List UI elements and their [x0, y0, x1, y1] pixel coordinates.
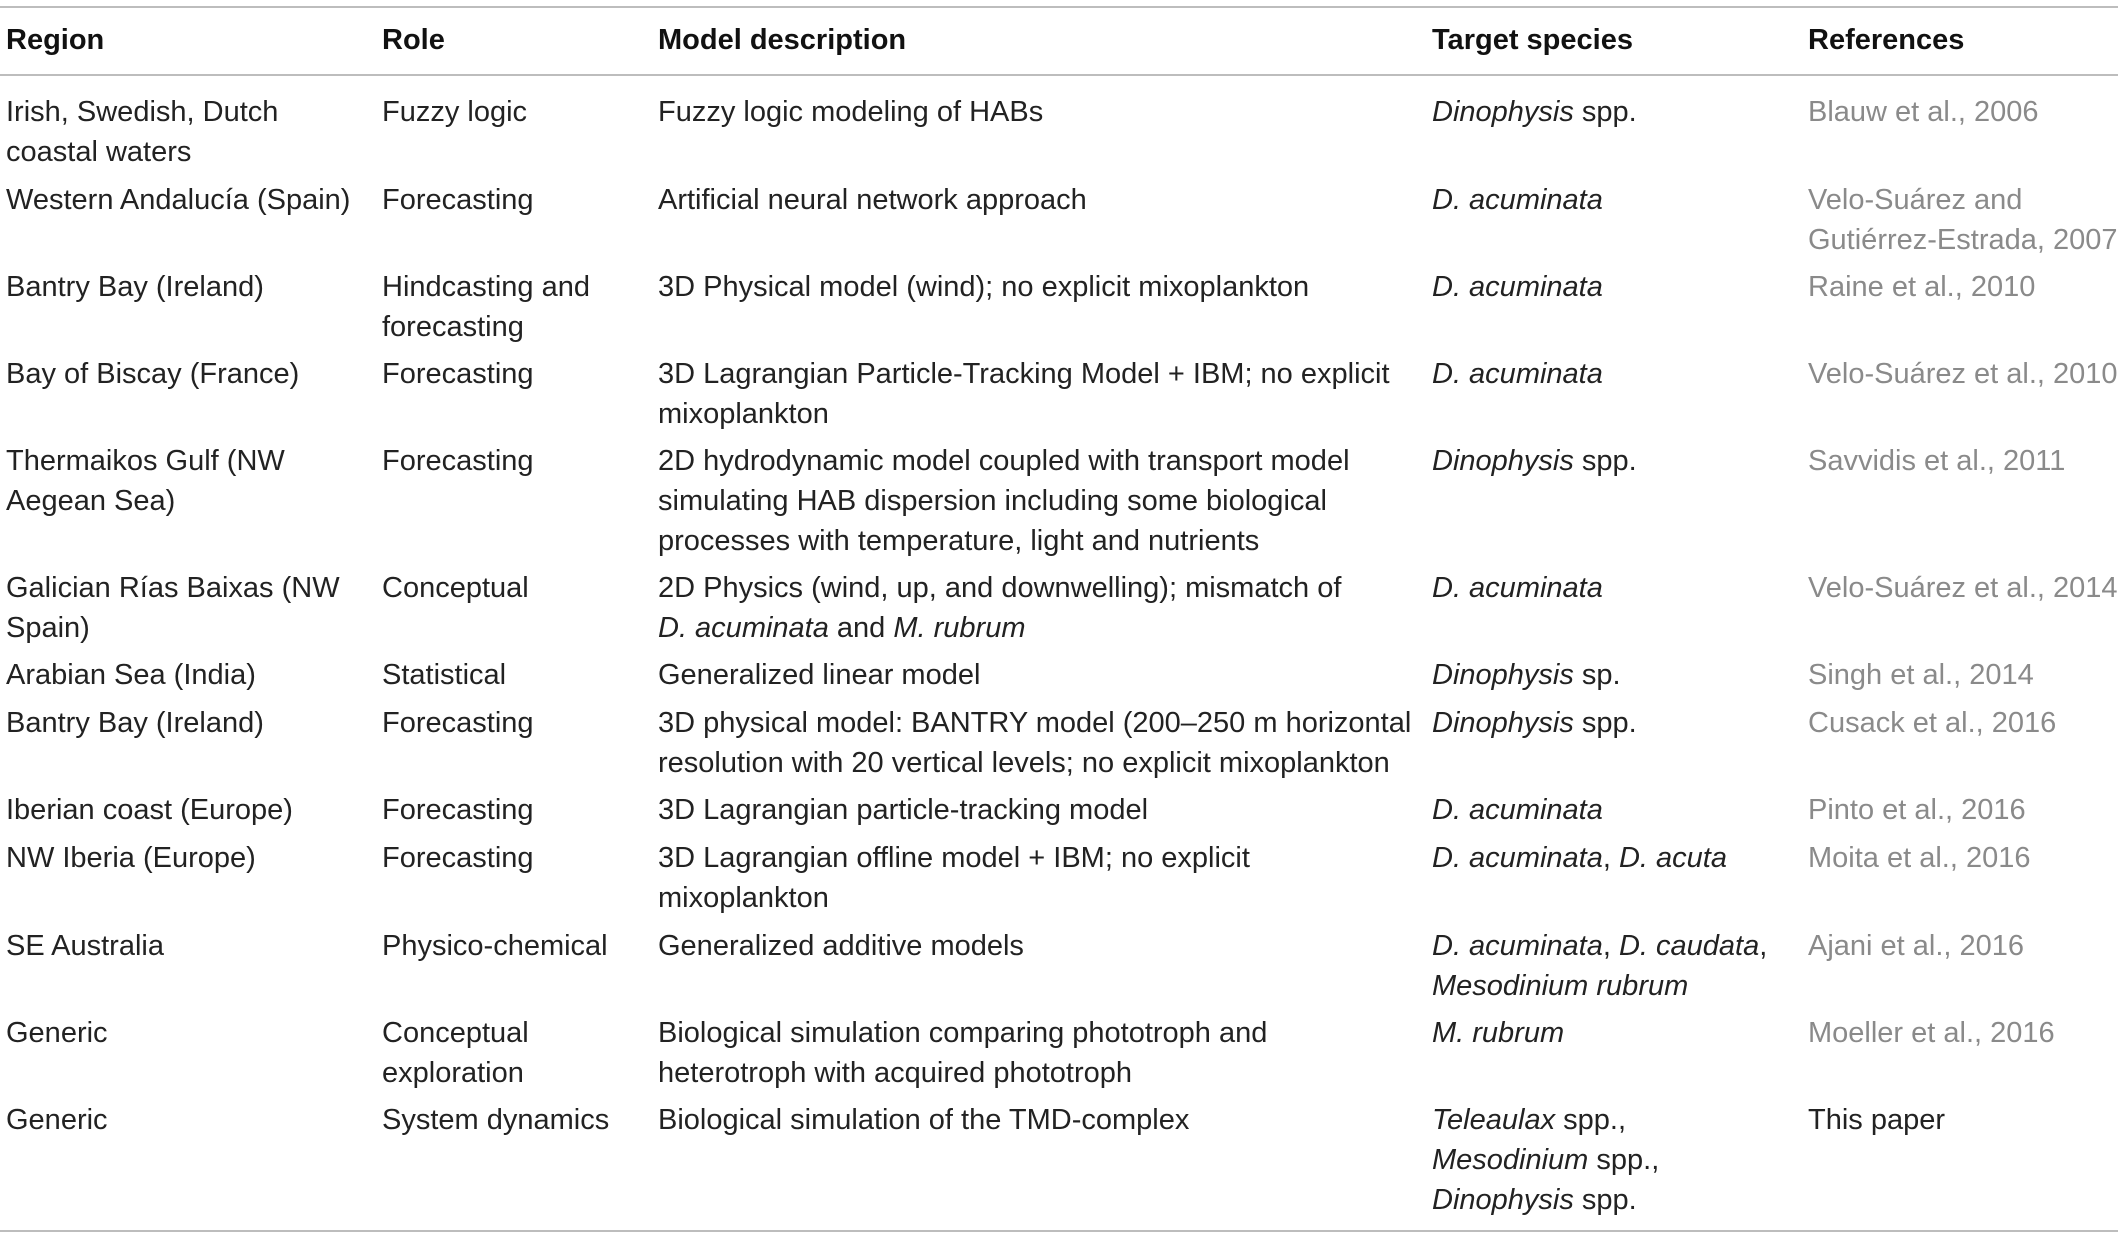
- target-species-cell-line: [1432, 180, 1603, 220]
- model-description-cell-line: [658, 878, 1250, 918]
- model-description-cell-line: [658, 926, 1024, 966]
- model-description-cell-line: [658, 1013, 1267, 1053]
- reference-cell: [1808, 1100, 1945, 1140]
- target-species-cell-line: [1432, 703, 1637, 743]
- role-cell-line: forecasting: [382, 311, 524, 343]
- italic-taxon: D. acuminata: [1432, 572, 1603, 604]
- header-rule: [0, 74, 2118, 76]
- region-cell: [6, 790, 293, 830]
- italic-taxon: D. acuta: [1618, 842, 1727, 874]
- region-cell: [6, 267, 264, 307]
- target-species-cell: [1432, 655, 1621, 695]
- model-description-cell-line: [658, 1100, 1189, 1140]
- model-description-cell-line: [658, 180, 1087, 220]
- role-cell-line: Statistical: [382, 659, 507, 691]
- model-description-cell: [658, 1100, 1189, 1140]
- reference-cell: [1808, 838, 2030, 878]
- reference-cell-line: Pinto et al., 2016: [1808, 794, 2026, 826]
- role-cell-line: Forecasting: [382, 842, 534, 874]
- text-span: Fuzzy logic modeling of HABs: [658, 96, 1044, 128]
- reference-cell: [1808, 180, 2117, 260]
- model-description-cell: [658, 441, 1350, 561]
- region-cell-line: NW Iberia (Europe): [6, 842, 256, 874]
- target-species-cell-line: [1432, 1013, 1564, 1053]
- text-span: heterotroph with acquired phototroph: [658, 1057, 1132, 1089]
- region-cell-line: Bantry Bay (Ireland): [6, 707, 264, 739]
- italic-taxon: D. acuminata: [1432, 271, 1603, 303]
- text-span: spp.,: [1588, 1144, 1660, 1176]
- header-model-description: Model description: [658, 24, 907, 56]
- reference-cell: [1808, 790, 2026, 830]
- region-cell-line: Irish, Swedish, Dutch: [6, 96, 279, 128]
- model-description-cell: [658, 1013, 1267, 1093]
- target-species-cell-line: [1432, 1140, 1659, 1180]
- region-cell: [6, 92, 278, 172]
- region-cell: [6, 441, 285, 521]
- target-species-cell-line: [1432, 441, 1637, 481]
- reference-cell-line: Gutiérrez-Estrada, 2007: [1808, 224, 2118, 256]
- region-cell-line: Galician Rías Baixas (NW: [6, 572, 340, 604]
- target-species-cell: [1432, 92, 1637, 132]
- region-cell-line: Generic: [6, 1104, 108, 1136]
- text-span: Generalized additive models: [658, 930, 1024, 962]
- text-span: 3D Lagrangian particle-tracking model: [658, 794, 1149, 826]
- role-cell-line: System dynamics: [382, 1104, 610, 1136]
- italic-taxon: Mesodinium rubrum: [1432, 970, 1689, 1002]
- reference-cell-line: Moeller et al., 2016: [1808, 1017, 2055, 1049]
- region-cell: [6, 180, 350, 220]
- target-species-cell-line: [1432, 838, 1727, 878]
- target-species-cell-line: [1432, 790, 1603, 830]
- region-cell-line: Western Andalucía (Spain): [6, 184, 351, 216]
- text-span: ,: [1602, 842, 1619, 874]
- model-description-cell-line: [658, 1053, 1267, 1093]
- text-span: 3D Lagrangian offline model + IBM; no explicit: [658, 842, 1250, 874]
- reference-cell: [1808, 441, 2065, 481]
- role-cell: [382, 790, 534, 830]
- model-description-cell-line: [658, 608, 1341, 648]
- region-cell-line: Iberian coast (Europe): [6, 794, 293, 826]
- role-cell: [382, 180, 534, 220]
- model-description-cell-line: [658, 267, 1309, 307]
- text-span: simulating HAB dispersion including some biological: [658, 485, 1327, 517]
- table-header: [0, 12, 2118, 72]
- model-description-cell: [658, 267, 1309, 307]
- header-references: References: [1808, 24, 1965, 56]
- region-cell: [6, 354, 299, 394]
- target-species-cell: [1432, 926, 1767, 1006]
- region-cell: [6, 703, 264, 743]
- italic-taxon: D. acuminata: [1432, 794, 1603, 826]
- role-cell-line: Forecasting: [382, 358, 534, 390]
- target-species-cell: [1432, 838, 1727, 878]
- model-description-cell: [658, 568, 1341, 648]
- model-description-cell: [658, 790, 1148, 830]
- target-species-cell-line: [1432, 267, 1603, 307]
- model-description-cell-line: [658, 743, 1411, 783]
- italic-taxon: D. acuminata: [1432, 842, 1603, 874]
- region-cell-line: Arabian Sea (India): [6, 659, 256, 691]
- text-span: ,: [1759, 930, 1768, 962]
- reference-cell: [1808, 703, 2056, 743]
- text-span: spp.: [1573, 707, 1637, 739]
- role-cell-line: exploration: [382, 1057, 524, 1089]
- role-cell: [382, 1013, 529, 1093]
- reference-cell: [1808, 92, 2039, 132]
- region-cell-line: Aegean Sea): [6, 485, 176, 517]
- region-cell: [6, 1013, 108, 1053]
- table-top-rule: [0, 6, 2118, 8]
- italic-taxon: D. acuminata: [658, 612, 829, 644]
- role-cell-line: Forecasting: [382, 707, 534, 739]
- text-span: mixoplankton: [658, 882, 829, 914]
- reference-cell: [1808, 354, 2118, 394]
- model-description-cell: [658, 655, 980, 695]
- role-cell-line: Hindcasting and: [382, 271, 590, 303]
- italic-taxon: D. acuminata: [1432, 358, 1603, 390]
- text-span: 3D Lagrangian Particle-Tracking Model + IBM; no explicit: [658, 358, 1390, 390]
- model-description-cell-line: [658, 655, 980, 695]
- target-species-cell-line: [1432, 926, 1767, 966]
- target-species-cell: [1432, 354, 1603, 394]
- reference-cell-line: Ajani et al., 2016: [1808, 930, 2025, 962]
- target-species-cell-line: [1432, 568, 1603, 608]
- text-span: spp.: [1573, 1184, 1637, 1216]
- text-span: Generalized linear model: [658, 659, 981, 691]
- region-cell-line: Spain): [6, 612, 90, 644]
- text-span: Artificial neural network approach: [658, 184, 1087, 216]
- role-cell: [382, 703, 534, 743]
- region-cell: [6, 568, 340, 648]
- italic-taxon: M. rubrum: [1432, 1017, 1565, 1049]
- text-span: 2D hydrodynamic model coupled with transport model: [658, 445, 1350, 477]
- model-description-cell: [658, 838, 1250, 918]
- role-cell: [382, 441, 534, 481]
- model-description-cell-line: [658, 481, 1350, 521]
- text-span: mixoplankton: [658, 398, 829, 430]
- text-span: spp.: [1573, 445, 1637, 477]
- role-cell: [382, 1100, 609, 1140]
- model-description-cell-line: [658, 441, 1350, 481]
- italic-taxon: Dinophysis: [1432, 96, 1574, 128]
- model-description-cell-line: [658, 703, 1411, 743]
- reference-cell-line: Velo-Suárez and: [1808, 184, 2023, 216]
- region-cell-line: Thermaikos Gulf (NW: [6, 445, 285, 477]
- role-cell-line: Forecasting: [382, 794, 534, 826]
- text-span: resolution with 20 vertical levels; no explicit mixoplankton: [658, 747, 1390, 779]
- role-cell-line: Physico-chemical: [382, 930, 608, 962]
- text-span: Biological simulation of the TMD-complex: [658, 1104, 1190, 1136]
- reference-cell-line: Velo-Suárez et al., 2010: [1808, 358, 2118, 390]
- text-span: and: [828, 612, 894, 644]
- region-cell: [6, 1100, 108, 1140]
- role-cell-line: Forecasting: [382, 445, 534, 477]
- italic-taxon: D. caudata: [1618, 930, 1760, 962]
- italic-taxon: Dinophysis: [1432, 707, 1574, 739]
- reference-cell: [1808, 267, 2035, 307]
- text-span: 3D Physical model (wind); no explicit mixoplankton: [658, 271, 1310, 303]
- reference-cell: [1808, 1013, 2055, 1053]
- model-description-cell-line: [658, 790, 1148, 830]
- role-cell: [382, 568, 529, 608]
- reference-cell-line: Singh et al., 2014: [1808, 659, 2034, 691]
- italic-taxon: Dinophysis: [1432, 659, 1574, 691]
- italic-taxon: Dinophysis: [1432, 445, 1574, 477]
- target-species-cell-line: [1432, 354, 1603, 394]
- reference-cell-line: This paper: [1808, 1104, 1946, 1136]
- model-description-cell: [658, 92, 1043, 132]
- text-span: spp.,: [1555, 1104, 1627, 1136]
- target-species-cell: [1432, 267, 1603, 307]
- region-cell-line: Bay of Biscay (France): [6, 358, 300, 390]
- model-description-cell: [658, 926, 1024, 966]
- reference-cell: [1808, 655, 2034, 695]
- role-cell-line: Conceptual: [382, 572, 529, 604]
- model-description-cell-line: [658, 521, 1350, 561]
- target-species-cell: [1432, 180, 1603, 220]
- role-cell: [382, 92, 527, 132]
- region-cell-line: coastal waters: [6, 136, 192, 168]
- reference-cell-line: Moita et al., 2016: [1808, 842, 2031, 874]
- model-description-cell-line: [658, 92, 1043, 132]
- region-cell: [6, 838, 256, 878]
- target-species-cell: [1432, 1013, 1564, 1053]
- region-cell: [6, 655, 256, 695]
- reference-cell: [1808, 568, 2118, 608]
- role-cell-line: Forecasting: [382, 184, 534, 216]
- reference-cell-line: Velo-Suárez et al., 2014: [1808, 572, 2118, 604]
- text-span: processes with temperature, light and nutrients: [658, 525, 1260, 557]
- model-description-cell: [658, 703, 1411, 783]
- target-species-cell: [1432, 568, 1603, 608]
- text-span: spp.: [1573, 96, 1637, 128]
- reference-cell-line: Cusack et al., 2016: [1808, 707, 2057, 739]
- header-target-species: Target species: [1432, 24, 1633, 56]
- header-role: Role: [382, 24, 445, 56]
- reference-cell-line: Blauw et al., 2006: [1808, 96, 2039, 128]
- model-description-cell-line: [658, 838, 1250, 878]
- target-species-cell-line: [1432, 1100, 1659, 1140]
- target-species-cell: [1432, 703, 1637, 743]
- model-description-cell-line: [658, 568, 1341, 608]
- reference-cell-line: Raine et al., 2010: [1808, 271, 2036, 303]
- target-species-cell-line: [1432, 92, 1637, 132]
- role-cell: [382, 267, 590, 347]
- italic-taxon: Mesodinium: [1432, 1144, 1589, 1176]
- model-description-cell-line: [658, 394, 1390, 434]
- model-description-cell: [658, 180, 1087, 220]
- target-species-cell-line: [1432, 655, 1621, 695]
- text-span: ,: [1602, 930, 1619, 962]
- italic-taxon: Teleaulax: [1432, 1104, 1556, 1136]
- reference-cell-line: Savvidis et al., 2011: [1808, 445, 2066, 477]
- target-species-cell-line: [1432, 1180, 1659, 1220]
- text-span: sp.: [1573, 659, 1621, 691]
- role-cell-line: Fuzzy logic: [382, 96, 528, 128]
- role-cell-line: Conceptual: [382, 1017, 529, 1049]
- target-species-cell: [1432, 441, 1637, 481]
- role-cell: [382, 838, 534, 878]
- reference-cell: [1808, 926, 2024, 966]
- italic-taxon: M. rubrum: [893, 612, 1026, 644]
- region-cell-line: Bantry Bay (Ireland): [6, 271, 264, 303]
- italic-taxon: D. acuminata: [1432, 930, 1603, 962]
- italic-taxon: Dinophysis: [1432, 1184, 1574, 1216]
- region-cell-line: Generic: [6, 1017, 108, 1049]
- target-species-cell: [1432, 790, 1603, 830]
- model-description-cell: [658, 354, 1390, 434]
- target-species-cell-line: [1432, 966, 1767, 1006]
- text-span: Biological simulation comparing phototroph and: [658, 1017, 1268, 1049]
- role-cell: [382, 926, 608, 966]
- italic-taxon: D. acuminata: [1432, 184, 1603, 216]
- region-cell-line: SE Australia: [6, 930, 164, 962]
- header-region: Region: [6, 24, 105, 56]
- model-description-cell-line: [658, 354, 1390, 394]
- target-species-cell: [1432, 1100, 1659, 1220]
- text-span: 3D physical model: BANTRY model (200–250 m horizontal: [658, 707, 1412, 739]
- role-cell: [382, 354, 534, 394]
- region-cell: [6, 926, 164, 966]
- role-cell: [382, 655, 506, 695]
- table-bottom-rule: [0, 1230, 2118, 1232]
- text-span: 2D Physics (wind, up, and downwelling); mismatch of: [658, 572, 1342, 604]
